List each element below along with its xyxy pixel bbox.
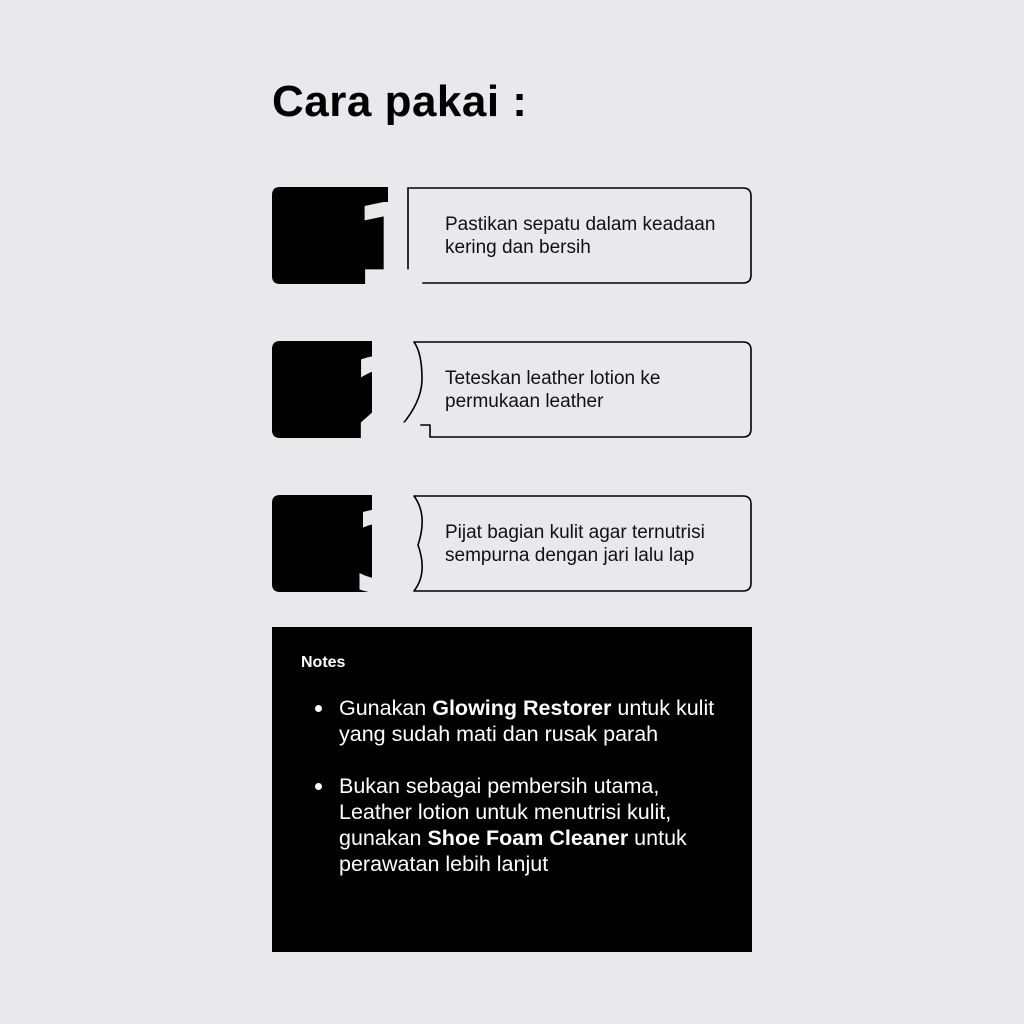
notes-title: Notes xyxy=(301,654,346,671)
bullet-icon xyxy=(315,705,322,712)
notes-item-1-text-before: Gunakan xyxy=(339,696,433,720)
step-card-2 xyxy=(272,335,752,465)
notes-item-2-product: Shoe Foam Cleaner xyxy=(427,826,629,850)
step-2-number: 2 xyxy=(352,335,430,465)
step-1-text: Pastikan sepatu dalam keadaan kering dan bersih xyxy=(445,213,716,258)
step-card-1 xyxy=(272,181,752,311)
step-1-number: 1 xyxy=(352,181,430,311)
notes-item-1-text-after: untuk kulit yang sudah mati dan rusak parah xyxy=(339,696,715,746)
step-2-text: Teteskan leather lotion ke permukaan leather xyxy=(445,367,661,412)
notes-item-1 xyxy=(311,695,721,747)
notes-list xyxy=(311,695,721,903)
step-3-number: 3 xyxy=(352,489,430,619)
notes-item-2-text-after: untuk perawatan lebih lanjut xyxy=(339,826,687,876)
bullet-icon xyxy=(315,783,322,790)
page-title: Cara pakai : xyxy=(272,77,528,126)
notes-item-1-product: Glowing Restorer xyxy=(432,696,612,720)
notes-item-2 xyxy=(311,773,721,877)
notes-panel xyxy=(272,627,752,952)
step-3-text: Pijat bagian kulit agar ternutrisi sempurna dengan jari lalu lap xyxy=(445,521,705,566)
notes-item-2-text-before: Bukan sebagai pembersih utama, Leather lotion untuk menutrisi kulit, gunakan xyxy=(339,774,672,850)
step-card-3 xyxy=(272,489,752,619)
